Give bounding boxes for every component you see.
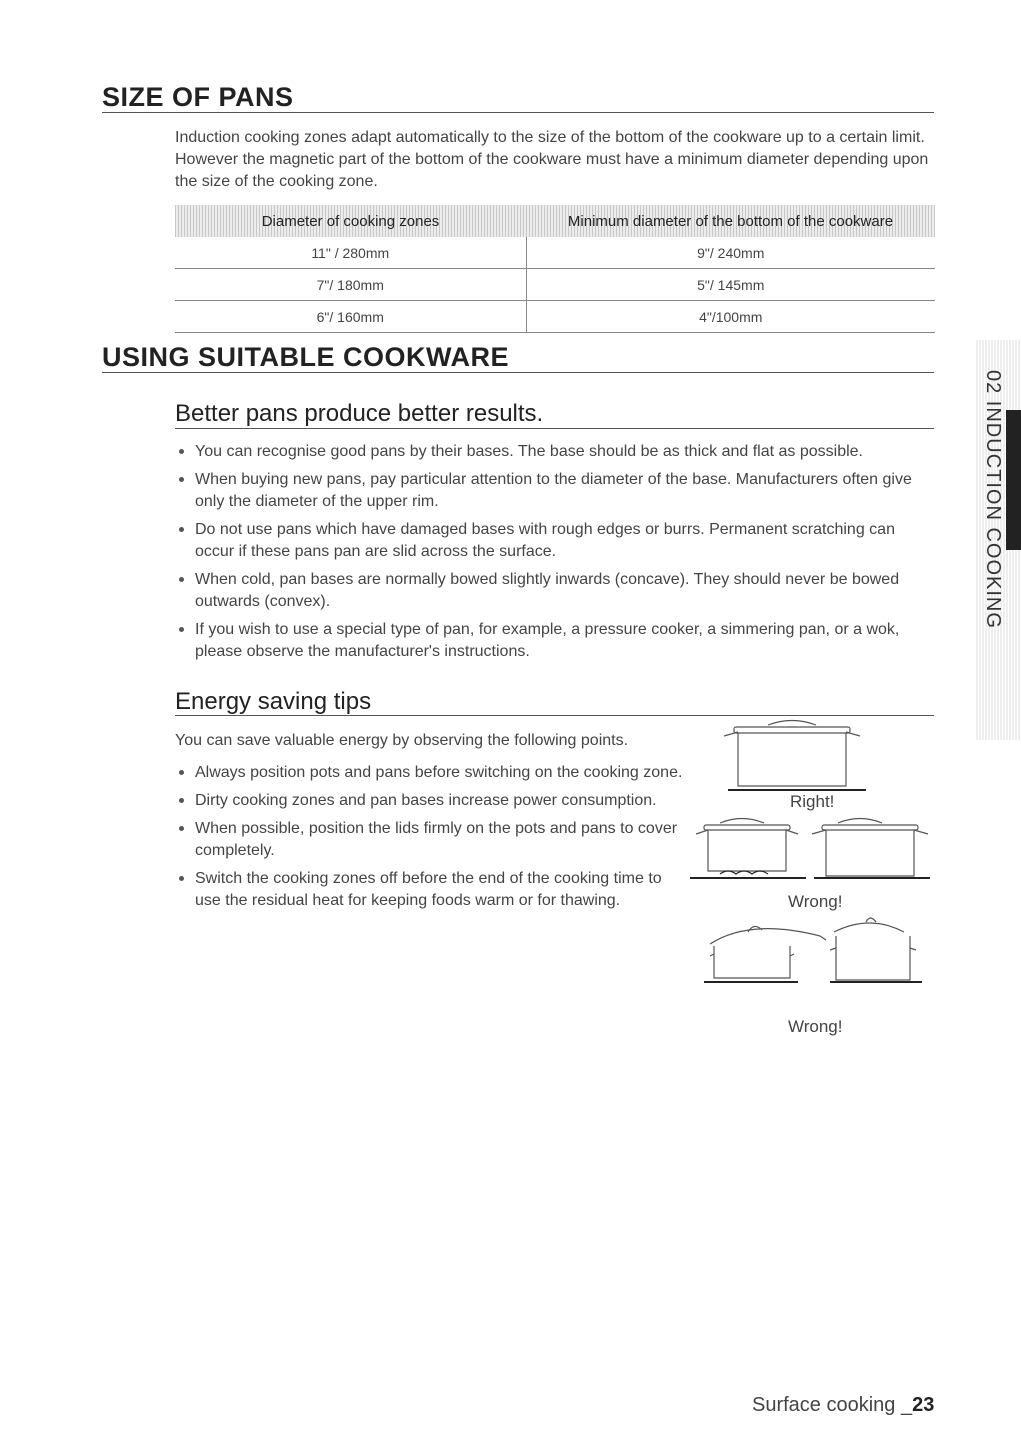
subsection-rule [175,428,934,429]
chapter-side-label: 02 INDUCTION COOKING [982,370,1004,629]
table-row [175,301,935,333]
footer-section-name: Surface cooking _ [752,1394,913,1416]
table-header-min-diameter: Minimum diameter of the bottom of the cookware [526,205,935,237]
size-of-pans-intro: Induction cooking zones adapt automatically to the size of the bottom of the cookware up to a certain limit. However the magnetic part of the bottom of the cookware must have a minimum diameter depending upon the size of the cooking zone. [175,129,929,190]
table-cell: 5"/ 145mm [526,269,935,301]
section-title-suitable-cookware: USING SUITABLE COOKWARE [102,342,510,372]
pan-size-table [175,205,935,333]
figure-caption-right: Right! [790,792,835,811]
pot-right-icon [724,721,866,791]
section-rule [102,112,934,113]
section-rule [102,372,934,373]
table-header-zone-diameter: Diameter of cooking zones [175,205,526,237]
energy-bullet-list [175,762,685,918]
subsection-rule [175,715,934,716]
page-number: 23 [912,1394,935,1416]
chapter-side-tab-marker [1006,410,1021,550]
figure-caption-wrong: Wrong! [788,892,843,911]
subsection-title-energy-saving: Energy saving tips [175,688,372,715]
list-item: When cold, pan bases are normally bowed slightly inwards (concave). They should never be bowed outwards (convex). [175,569,935,613]
list-item: Do not use pans which have damaged bases with rough edges or burrs. Permanent scratching can occur if these pans pan are slid across the surface. [175,519,935,563]
figure-caption-wrong: Wrong! [788,1017,843,1036]
pot-wrong-icon [812,819,930,879]
energy-saving-intro: You can save valuable energy by observing the following points. [175,732,629,749]
section-title-size-of-pans: SIZE OF PANS [102,82,294,112]
table-cell: 9"/ 240mm [526,237,935,269]
pot-wrong-icon [690,819,806,879]
table-cell: 7"/ 180mm [175,269,526,301]
page-footer [752,1394,934,1417]
list-item: When buying new pans, pay particular attention to the diameter of the base. Manufacturers often give only the diameter of the upper rim. [175,469,935,513]
list-item: If you wish to use a special type of pan, for example, a pressure cooker, a simmering pan, or a wok, please observe the manufacturer's instructions. [175,619,935,663]
cookware-illustration [690,718,940,988]
cookware-bullet-list [175,441,935,669]
list-item: You can recognise good pans by their bases. The base should be as thick and flat as possible. [175,441,935,463]
list-item: Dirty cooking zones and pan bases increase power consumption. [175,790,685,812]
table-row [175,237,935,269]
table-cell: 4"/100mm [526,301,935,333]
subsection-title-better-pans: Better pans produce better results. [175,400,544,427]
pot-tilted-lid-wrong-icon [830,918,922,982]
list-item: Always position pots and pans before switching on the cooking zone. [175,762,685,784]
list-item: Switch the cooking zones off before the end of the cooking time to use the residual heat for keeping foods warm or for thawing. [175,868,685,912]
table-row [175,269,935,301]
table-cell: 6"/ 160mm [175,301,526,333]
list-item: When possible, position the lids firmly on the pots and pans to cover completely. [175,818,685,862]
table-cell: 11" / 280mm [175,237,526,269]
pan-lid-wrong-icon [704,926,826,982]
